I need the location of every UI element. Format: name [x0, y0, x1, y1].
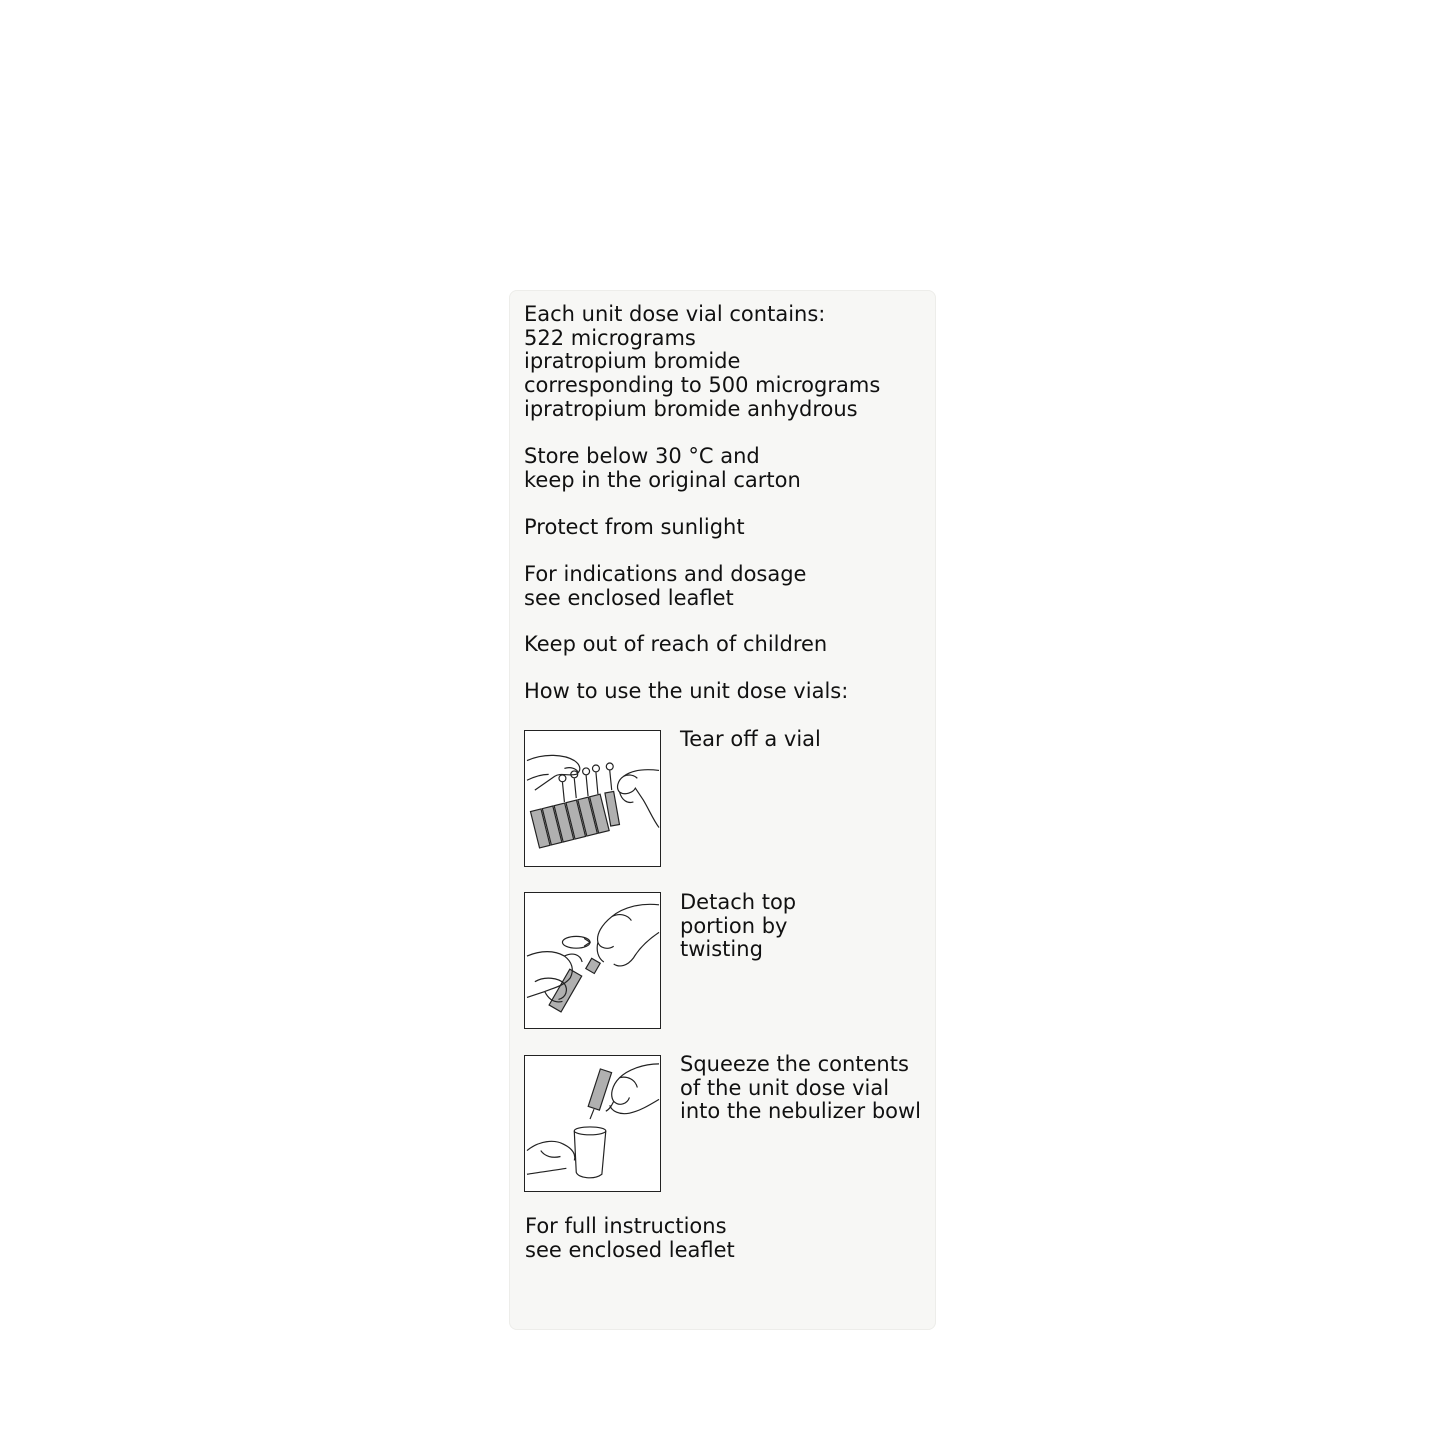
sunlight-warning: Protect from sunlight — [524, 515, 745, 539]
indications-line: For indications and dosage — [524, 562, 807, 586]
contents-line: 522 micrograms — [524, 325, 696, 350]
twist-vial-icon — [524, 892, 661, 1029]
step-line: of the unit dose vial — [680, 1075, 890, 1100]
squeeze-vial-icon — [524, 1055, 661, 1192]
children-warning: Keep out of reach of children — [524, 632, 828, 656]
step-line: into the nebulizer bowl — [680, 1099, 922, 1124]
step-2-text — [680, 891, 796, 962]
step-3-text — [680, 1053, 921, 1124]
step-line: Detach top — [680, 890, 797, 914]
storage-block — [524, 445, 801, 492]
step-1-text — [680, 728, 821, 752]
step-line: twisting — [680, 937, 763, 962]
indications-block — [524, 563, 806, 610]
contents-line: ipratropium bromide — [524, 349, 741, 374]
footer-line: For full instructions — [525, 1214, 727, 1238]
indications-line: see enclosed leaflet — [524, 585, 734, 610]
footer-line: see enclosed leaflet — [525, 1237, 735, 1262]
tear-vial-icon — [524, 730, 661, 867]
step-line: Tear off a vial — [680, 727, 821, 751]
step-line: portion by — [680, 913, 788, 938]
contents-line: corresponding to 500 micrograms — [524, 373, 881, 398]
howto-title: How to use the unit dose vials: — [524, 679, 849, 703]
storage-line: Store below 30 °C and — [524, 444, 760, 468]
contents-line: Each unit dose vial contains: — [524, 302, 826, 326]
footer-block — [525, 1215, 735, 1262]
contents-block — [524, 303, 880, 422]
step-line: Squeeze the contents — [680, 1052, 909, 1076]
storage-line: keep in the original carton — [524, 467, 801, 492]
contents-line: ipratropium bromide anhydrous — [524, 396, 858, 421]
